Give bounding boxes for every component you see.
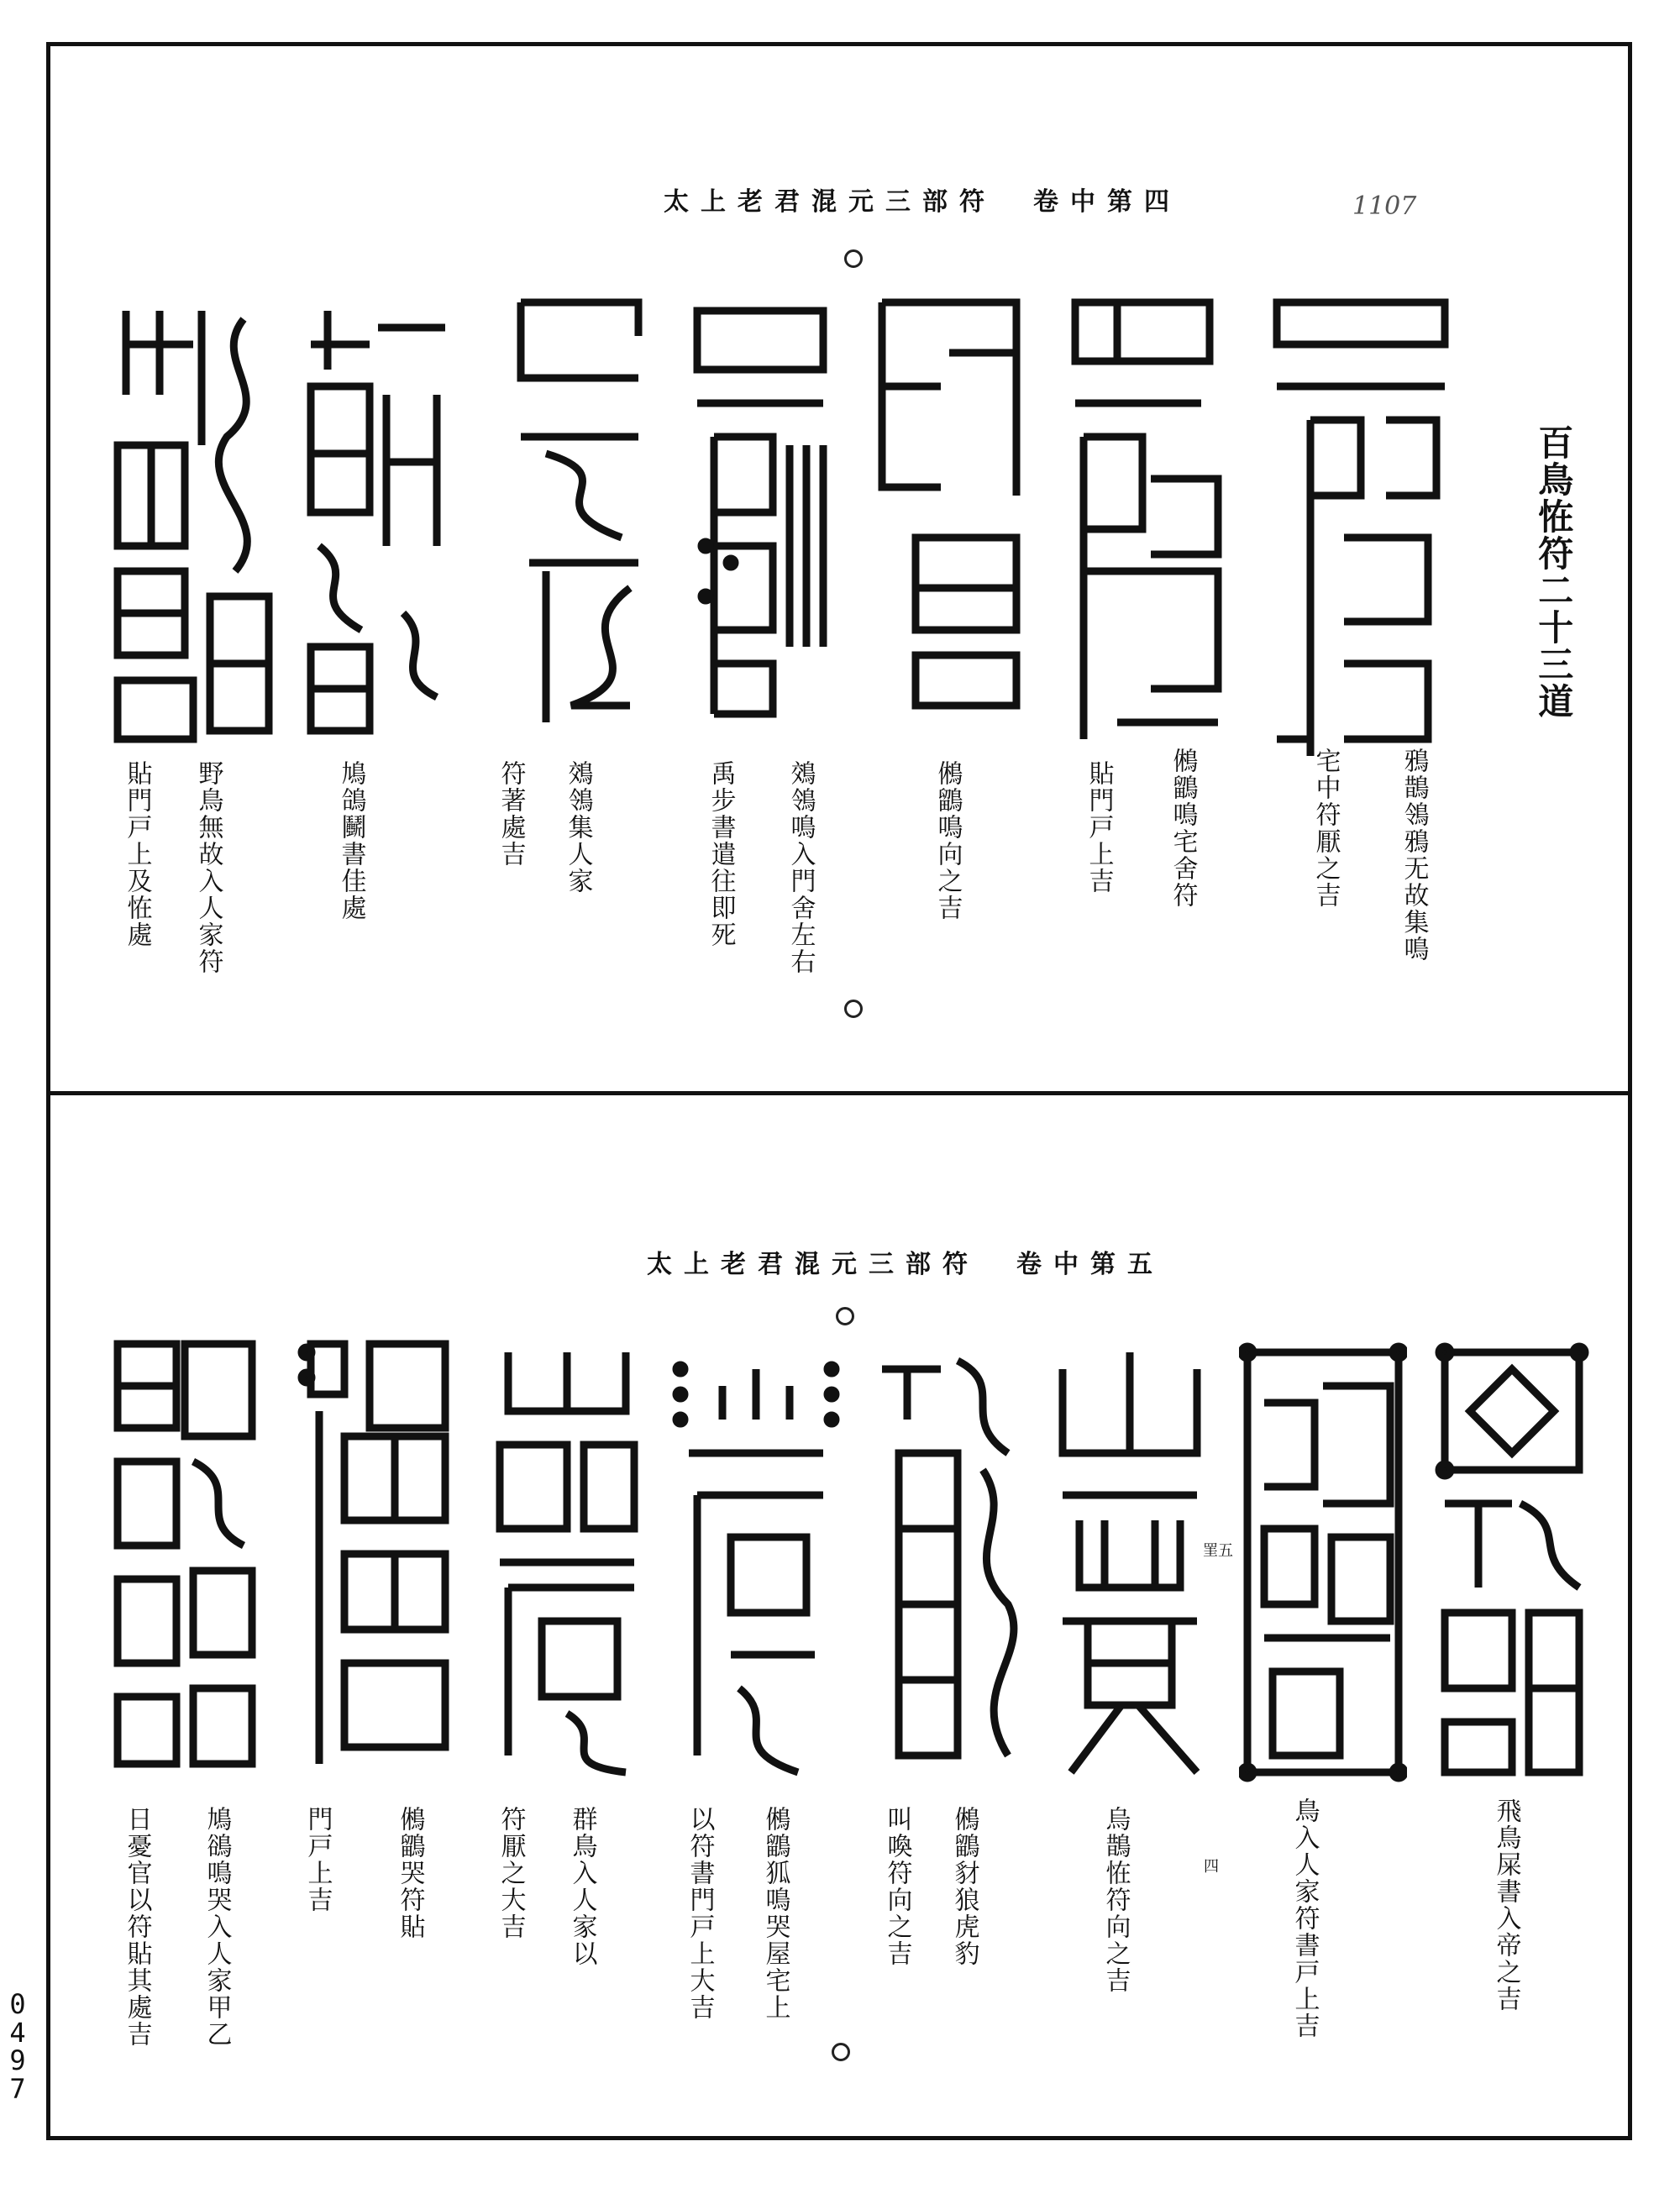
talisman-seal (672, 1336, 840, 1789)
caption-line: 貼門戸上吉 (1084, 760, 1114, 895)
caption-line: 野鳥無故入人家符 (193, 760, 223, 975)
talisman-seal (865, 1336, 1033, 1789)
bottom-header: 太上老君混元三部符 卷中第五 (647, 1250, 1164, 1279)
talisman-seal (496, 286, 664, 739)
caption-line: 群鳥入人家以 (567, 1806, 597, 1967)
binding-hole (836, 1307, 854, 1325)
talisman-seal (294, 1327, 462, 1781)
binding-hole (832, 2043, 850, 2061)
caption-line: 鵂鶹哭符貼 (395, 1806, 425, 1940)
small-mark: 罣五 (1203, 1542, 1233, 1560)
caption-line: 鴉鵲鴒鴉无故集鳴 (1399, 748, 1429, 963)
caption-line: 門戸上吉 (302, 1806, 333, 1913)
talisman-seal (680, 294, 848, 731)
talisman-seal (1046, 1336, 1214, 1789)
caption-line: 鵂鶹鳴宅舍符 (1168, 748, 1198, 909)
caption-line: 鵂鶹鳴向之吉 (932, 760, 963, 921)
caption-line: 宅中符厭之吉 (1310, 748, 1341, 909)
caption-line: 鵁鴒鳴入門舍左右 (785, 760, 816, 975)
caption-line: 鵁鴒集人家 (563, 760, 593, 895)
caption-line: 飛鳥屎書入帝之吉 (1491, 1798, 1521, 2013)
page-number-text: 0 4 9 7 (9, 1988, 26, 2105)
small-mark: 四 (1204, 1858, 1219, 1876)
talisman-seal (483, 1336, 651, 1789)
talisman-seal (101, 1327, 269, 1781)
caption-line: 鳥入人家符書戸上吉 (1289, 1798, 1320, 2039)
caption-line: 符著處吉 (496, 760, 526, 868)
caption-line: 鵂鶹豺狼虎豹 (949, 1806, 979, 1967)
binding-hole (844, 1000, 863, 1018)
talisman-seal (294, 294, 462, 748)
talisman-seal (101, 294, 286, 748)
caption-line: 叫喚符向之吉 (882, 1806, 912, 1967)
caption-line: 日憂官以符貼其處吉 (122, 1806, 152, 2048)
talisman-seal (1050, 286, 1235, 756)
top-title: 百鳥恠符二十三道 (1533, 424, 1575, 720)
caption-line: 貼門戸上及恠處 (122, 760, 152, 948)
page-number (5, 1988, 30, 2105)
talisman-seal (865, 286, 1033, 722)
page-divider (46, 1091, 1632, 1095)
talisman-seal (1260, 286, 1462, 756)
caption-line: 烏鵲恠符向之吉 (1100, 1806, 1131, 1994)
caption-line: 禹步書遣往即死 (706, 760, 736, 948)
caption-line: 鳩鴿鬭書佳處 (336, 760, 366, 921)
top-handwritten-note: 1107 (1352, 192, 1417, 221)
talisman-seal (1239, 1336, 1407, 1789)
talisman-seal (1428, 1336, 1596, 1789)
caption-line: 鵂鶹狐鳴哭屋宅上 (760, 1806, 790, 2021)
top-header: 太上老君混元三部符 卷中第四 (664, 187, 1181, 217)
caption-line: 符厭之大吉 (496, 1806, 526, 1940)
binding-hole (844, 249, 863, 268)
caption-line: 以符書門戸上大吉 (685, 1806, 715, 2021)
caption-line: 鳩鵒鳴哭入人家甲乙 (202, 1806, 232, 2048)
